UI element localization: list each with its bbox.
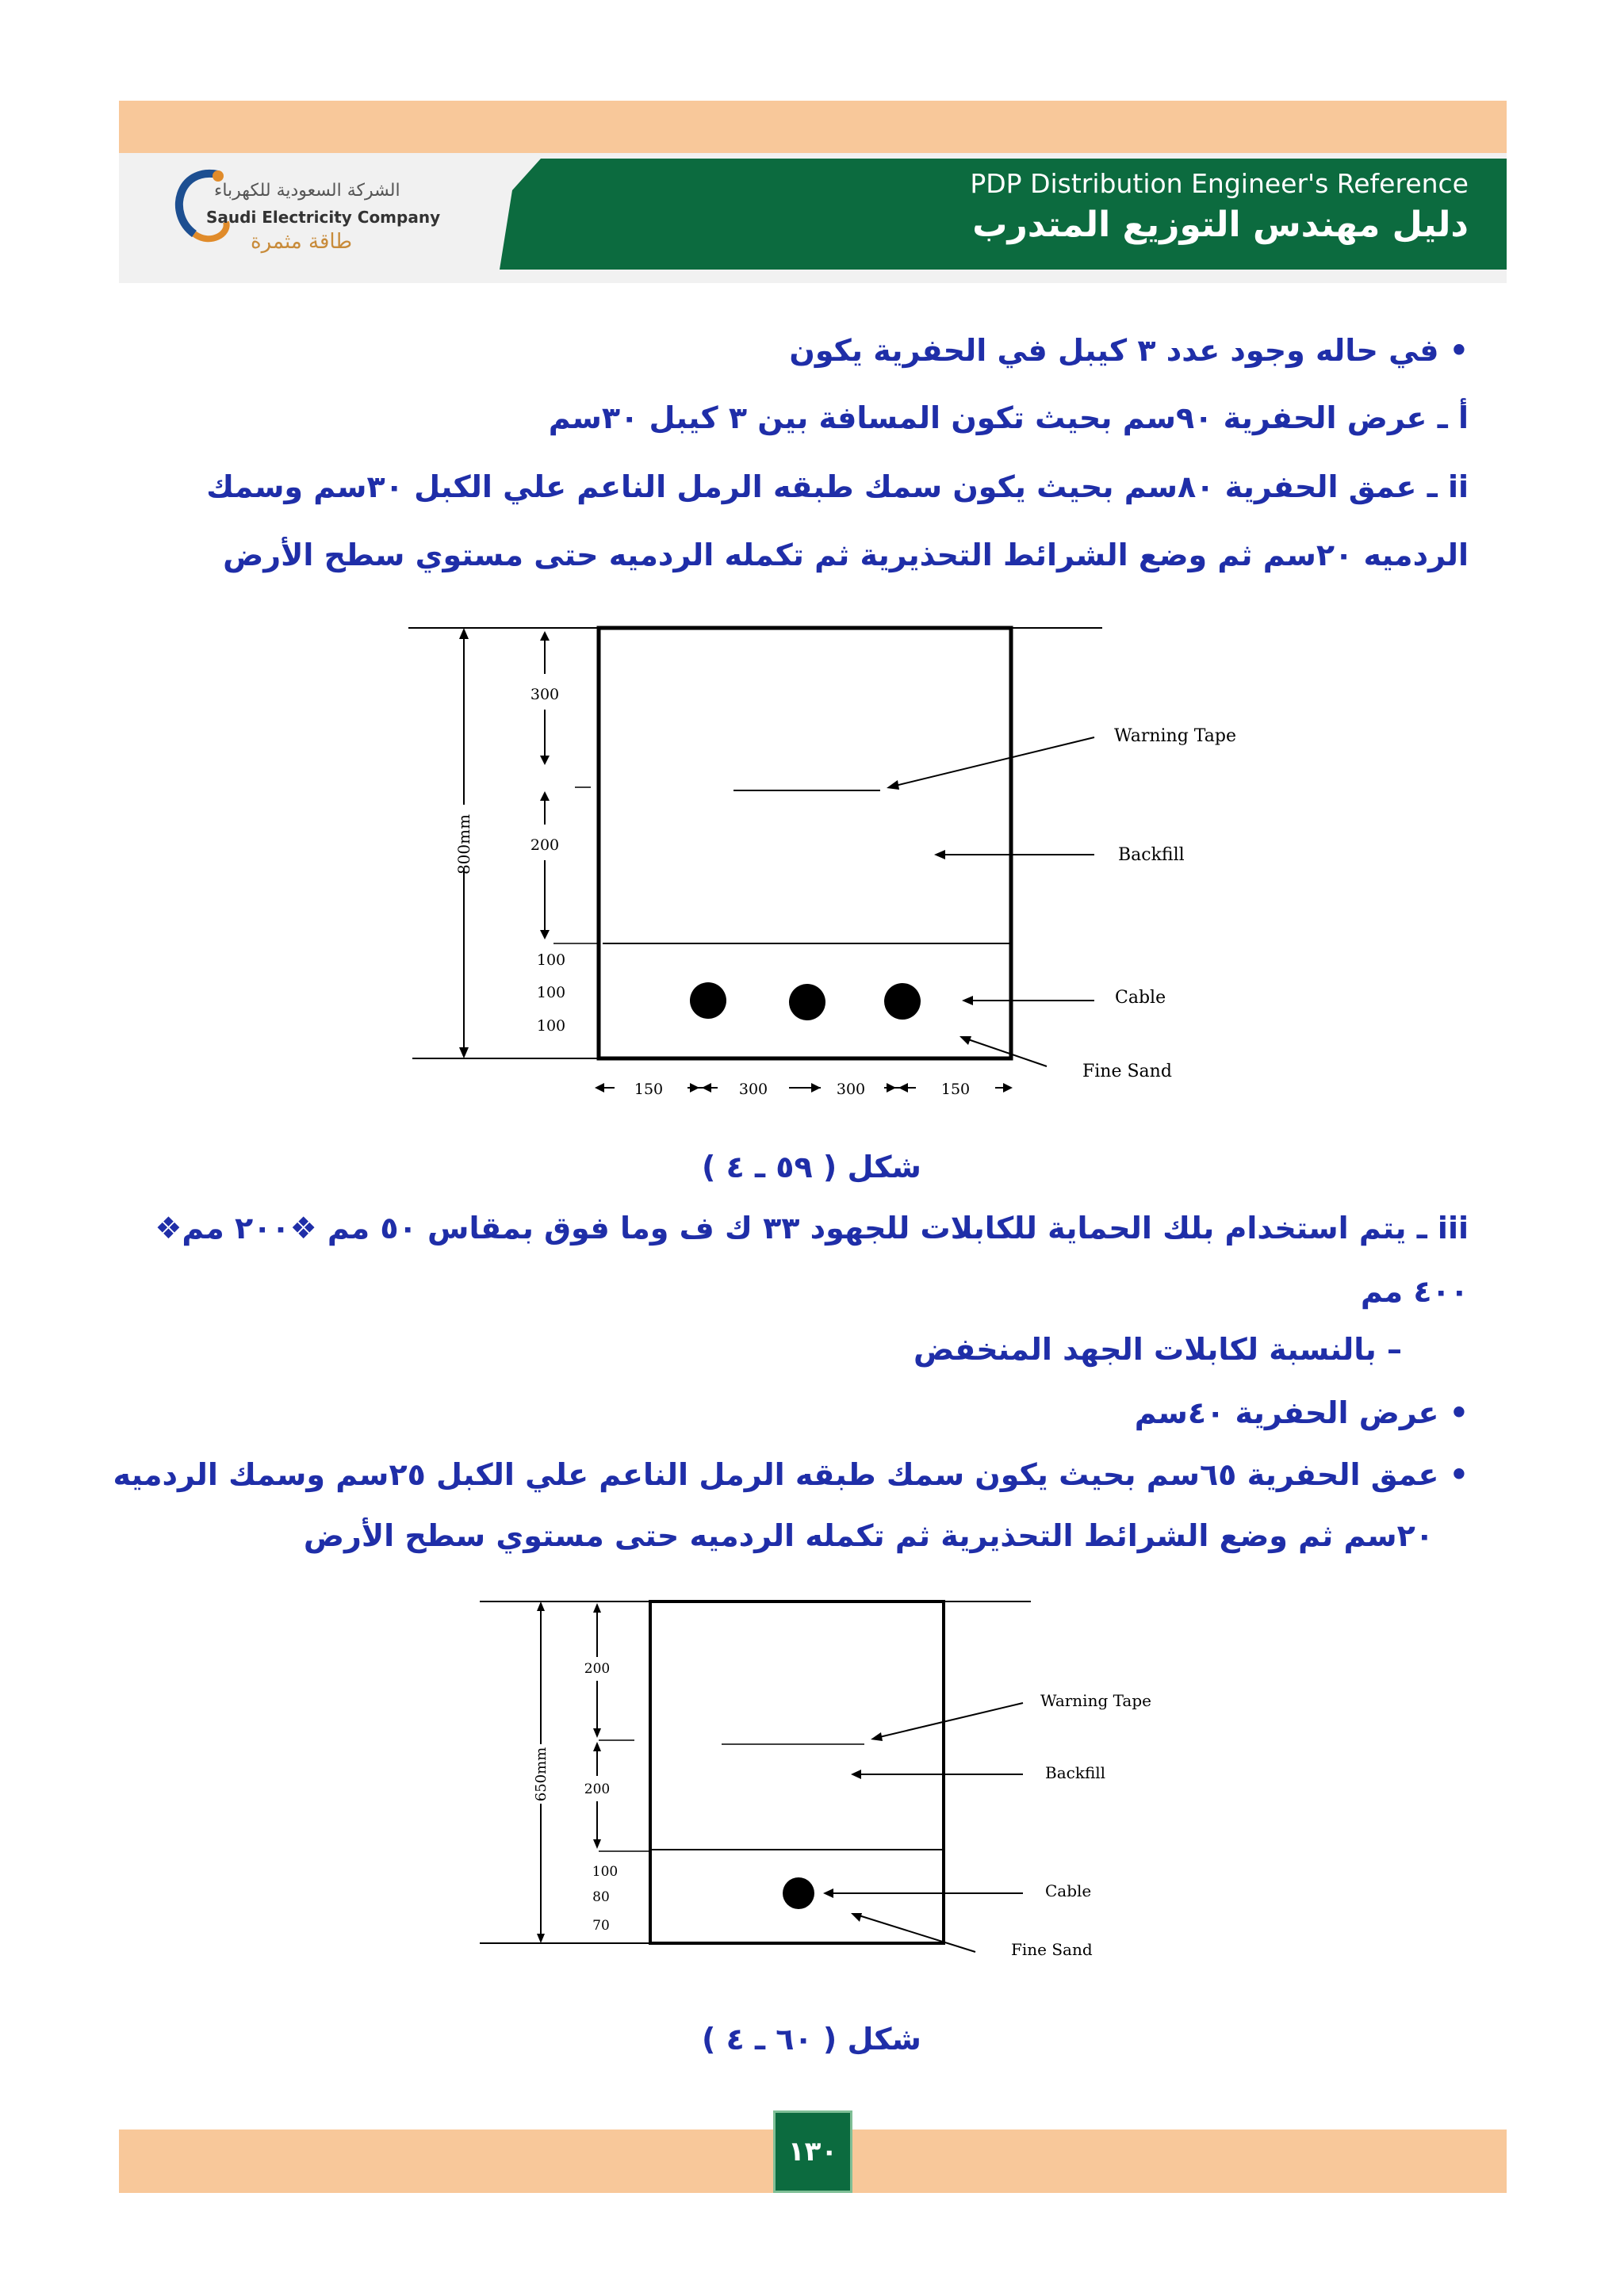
depth-label-650: 650mm xyxy=(533,1747,550,1802)
text-line-1: • في حاله وجود عدد ٣ كيبل في الحفرية يكون xyxy=(789,333,1469,368)
dim-bottom-150-b: 150 xyxy=(940,1081,971,1098)
text-line-8: • عرض الحفرية ٤٠سم xyxy=(1134,1395,1469,1430)
dim2-200-a: 200 xyxy=(584,1661,611,1677)
logo-text-arabic: الشركة السعودية للكهرباء xyxy=(214,181,400,201)
label-fine-sand: Fine Sand xyxy=(1082,1062,1172,1081)
dim-300: 300 xyxy=(530,686,560,703)
header-title-english: PDP Distribution Engineer's Reference xyxy=(970,168,1469,199)
text-line-7: – بالنسبة لكابلات الجهد المنخفض xyxy=(914,1332,1402,1367)
dim-100-a: 100 xyxy=(536,951,566,969)
text-line-3: ii ـ عمق الحفرية ٨٠سم بحيث يكون سمك طبقه الرمل الناعم علي الكبل ٣٠سم وسمك xyxy=(206,469,1469,504)
header-top-band xyxy=(119,101,1507,153)
logo-text-english: Saudi Electricity Company xyxy=(206,208,441,227)
text-line-6: ٤٠٠ مم xyxy=(1360,1274,1469,1309)
label2-backfill: Backfill xyxy=(1045,1763,1106,1782)
dim-100-b: 100 xyxy=(536,984,566,1001)
label-backfill: Backfill xyxy=(1118,845,1185,865)
dim2-70: 70 xyxy=(592,1918,610,1934)
text-line-4: الردميه ٢٠سم ثم وضع الشرائط التحذيرية ثم تكمله الردميه حتى مستوي سطح الأرض xyxy=(223,538,1469,572)
text-line-10: ٢٠سم ثم وضع الشرائط التحذيرية ثم تكمله الردميه حتى مستوي سطح الأرض xyxy=(303,1518,1434,1553)
trench-diagram-1 xyxy=(396,610,1300,1110)
dim-bottom-150-a: 150 xyxy=(634,1081,664,1098)
dim-200: 200 xyxy=(530,836,560,854)
dim-100-c: 100 xyxy=(536,1017,566,1035)
header-title-arabic: دليل مهندس التوزيع المتدرب xyxy=(972,205,1469,245)
label2-warning-tape: Warning Tape xyxy=(1040,1691,1151,1710)
trench-diagram-2 xyxy=(468,1586,1182,1982)
text-line-2: أ ـ عرض الحفرية ٩٠سم بحيث تكون المسافة بين ٣ كيبل ٣٠سم xyxy=(548,400,1469,435)
dim-bottom-300-a: 300 xyxy=(738,1081,768,1098)
page-number: ١٣٠ xyxy=(773,2110,852,2193)
figure-1-caption: شكل ( ٥٩ ـ ٤ ) xyxy=(702,1150,921,1184)
dim-bottom-300-b: 300 xyxy=(836,1081,866,1098)
logo-tagline: طاقة مثمرة xyxy=(251,230,353,254)
depth-label-800: 800mm xyxy=(454,813,473,875)
text-line-5: iii ـ يتم استخدام بلك الحماية للكابلات للجهود ٣٣ ك ف وما فوق بمقاس ٥٠ مم ❖٢٠٠ مم❖ xyxy=(155,1211,1469,1246)
label-warning-tape: Warning Tape xyxy=(1114,726,1236,746)
company-logo-icon xyxy=(163,159,234,254)
dim2-80: 80 xyxy=(592,1889,610,1905)
dim2-200-b: 200 xyxy=(584,1781,611,1797)
dim2-100: 100 xyxy=(592,1864,619,1880)
text-line-9: • عمق الحفرية ٦٥سم بحيث يكون سمك طبقه الرمل الناعم علي الكبل ٢٥سم وسمك الردميه xyxy=(113,1457,1469,1492)
label2-cable: Cable xyxy=(1045,1881,1092,1900)
label2-fine-sand: Fine Sand xyxy=(1011,1940,1093,1959)
label-cable: Cable xyxy=(1115,988,1166,1008)
figure-2-caption: شكل ( ٦٠ ـ ٤ ) xyxy=(702,2022,921,2057)
